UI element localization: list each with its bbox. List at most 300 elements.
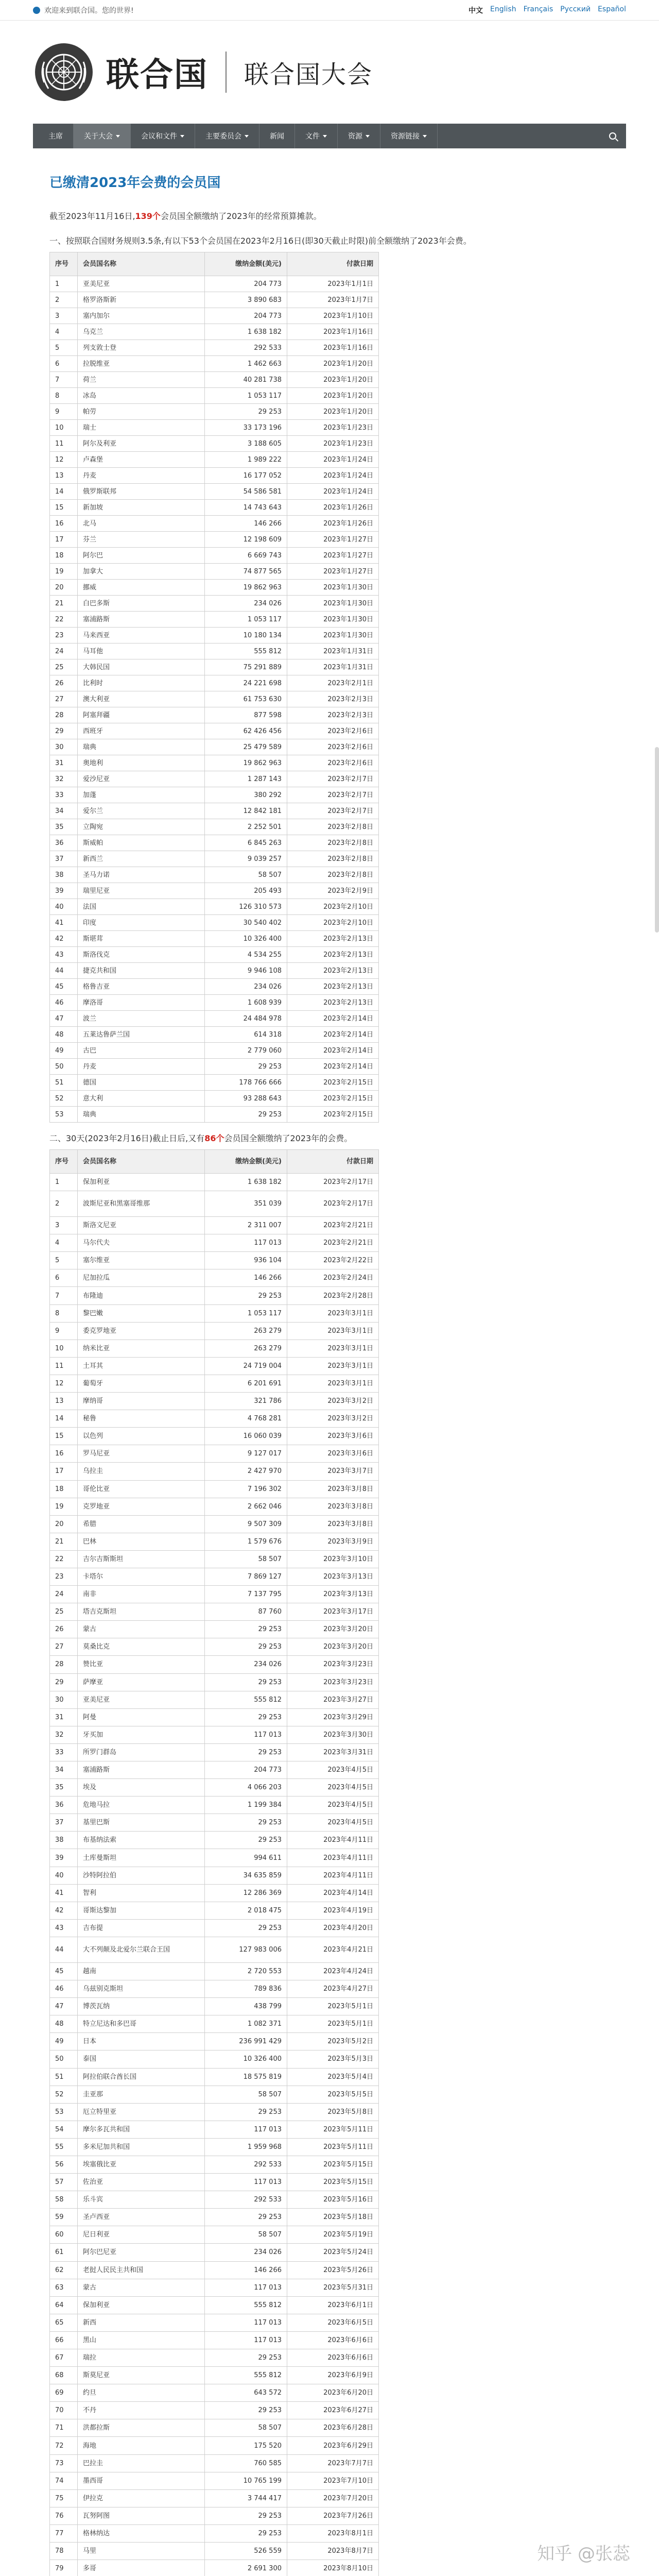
nav-meetings[interactable] [131,124,195,148]
table-row [50,787,379,803]
payment-date: 2023年2月13日 [287,931,379,947]
amount-paid: 2 311 007 [205,1217,287,1234]
row-number: 17 [50,532,78,548]
col-date: 付款日期 [287,1150,379,1174]
table-row [50,580,379,596]
payment-date: 2023年1月31日 [287,643,379,659]
payment-date: 2023年3月7日 [287,1463,379,1480]
amount-paid: 58 507 [205,2226,287,2244]
un-emblem-icon[interactable] [33,41,95,103]
member-state: 厄立特里亚 [78,2103,205,2121]
member-state: 比利时 [78,675,205,691]
lang-fr[interactable]: Français [523,5,553,13]
member-state: 黑山 [78,2331,205,2349]
member-state: 日本 [78,2033,205,2050]
row-number: 64 [50,2296,78,2314]
payment-date: 2023年7月26日 [287,2507,379,2524]
payment-date: 2023年1月23日 [287,436,379,452]
row-number: 30 [50,739,78,755]
row-number: 44 [50,963,78,979]
intro-count: 139个 [135,211,161,221]
member-state: 捷克共和国 [78,963,205,979]
row-number: 49 [50,2033,78,2050]
amount-paid: 643 572 [205,2384,287,2402]
member-state: 阿塞拜疆 [78,707,205,723]
amount-paid: 19 862 963 [205,755,287,771]
amount-paid: 234 026 [205,1656,287,1673]
table-row [50,1410,379,1428]
amount-paid: 14 743 643 [205,500,287,516]
payment-date: 2023年4月11日 [287,1849,379,1867]
payment-date: 2023年2月13日 [287,947,379,963]
amount-paid: 62 426 456 [205,723,287,739]
table-row [50,1937,379,1962]
lang-ru[interactable]: Русский [560,5,591,13]
amount-paid: 3 744 417 [205,2489,287,2507]
member-state: 布基纳法索 [78,1832,205,1849]
table-row [50,532,379,548]
member-state: 委克罗地亚 [78,1322,205,1340]
table-row [50,691,379,707]
payment-date: 2023年2月9日 [287,883,379,899]
payment-date: 2023年1月24日 [287,452,379,468]
nav-resource-links[interactable] [380,124,438,148]
member-state: 塞浦路斯 [78,1761,205,1779]
row-number: 55 [50,2138,78,2156]
payment-date: 2023年2月15日 [287,1091,379,1107]
member-state: 以色列 [78,1428,205,1445]
payment-date: 2023年3月1日 [287,1375,379,1392]
amount-paid: 4 066 203 [205,1779,287,1797]
payment-date: 2023年7月7日 [287,2454,379,2472]
lang-en[interactable]: English [490,5,516,13]
member-state: 新加坡 [78,500,205,516]
payment-date: 2023年3月9日 [287,1533,379,1550]
row-number: 6 [50,356,78,372]
payment-date: 2023年6月5日 [287,2314,379,2331]
payment-date: 2023年3月8日 [287,1498,379,1515]
lang-es[interactable]: Español [598,5,626,13]
member-state: 拉脱维亚 [78,356,205,372]
row-number: 12 [50,452,78,468]
amount-paid: 2 779 060 [205,1043,287,1059]
payment-date: 2023年5月16日 [287,2191,379,2209]
amount-paid: 1 053 117 [205,388,287,404]
payment-date: 2023年1月27日 [287,564,379,580]
table-row [50,1603,379,1621]
amount-paid: 204 773 [205,276,287,292]
row-number: 6 [50,1269,78,1287]
nav-label: 资源 [348,132,362,141]
member-state: 斯莫尼亚 [78,2367,205,2384]
payment-date: 2023年1月24日 [287,484,379,500]
amount-paid: 236 991 429 [205,2033,287,2050]
member-state: 阿拉伯联合酋长国 [78,2068,205,2086]
amount-paid: 204 773 [205,1761,287,1779]
amount-paid: 29 253 [205,2349,287,2367]
payment-date: 2023年1月20日 [287,372,379,388]
table-row [50,1779,379,1797]
col-date: 付款日期 [287,252,379,276]
row-number: 61 [50,2244,78,2261]
member-state: 所罗门群岛 [78,1743,205,1761]
payment-date: 2023年5月26日 [287,2261,379,2279]
row-number: 24 [50,643,78,659]
member-state: 帕劳 [78,404,205,420]
member-state: 立陶宛 [78,819,205,835]
amount-paid: 1 638 182 [205,324,287,340]
table-row [50,723,379,739]
table-row [50,1011,379,1027]
payment-date: 2023年8月7日 [287,2543,379,2560]
row-number: 51 [50,1075,78,1091]
member-state: 加蓬 [78,787,205,803]
row-number: 21 [50,1533,78,1550]
amount-paid: 9 946 108 [205,963,287,979]
payment-date: 2023年4月5日 [287,1797,379,1814]
section1-text: 一、按照联合国财务规则3.5条,有以下53个会员国在2023年2月16日(即30天截止时限)前全额缴纳了2023年会费。 [49,236,472,246]
table-row [50,612,379,628]
un-home-icon[interactable] [33,7,40,14]
member-state: 波兰 [78,1011,205,1027]
member-state: 越南 [78,1962,205,1980]
main-nav [33,124,626,148]
brand-title[interactable]: 联合国 [106,56,208,94]
payment-date: 2023年5月24日 [287,2244,379,2261]
member-state: 瑞典 [78,1107,205,1123]
row-number: 38 [50,1832,78,1849]
row-number: 36 [50,1797,78,1814]
watermark-text: 知乎 @张蕊 [537,2544,630,2564]
member-state: 新西兰 [78,851,205,867]
table-row [50,2437,379,2454]
member-state: 冰岛 [78,388,205,404]
amount-paid: 1 082 371 [205,2015,287,2033]
payment-date: 2023年2月13日 [287,979,379,995]
table-row [50,436,379,452]
payment-date: 2023年3月13日 [287,1586,379,1603]
row-number: 78 [50,2543,78,2560]
row-number: 34 [50,803,78,819]
payment-date: 2023年3月31日 [287,1743,379,1761]
row-number: 22 [50,1550,78,1568]
amount-paid: 61 753 630 [205,691,287,707]
payment-date: 2023年4月19日 [287,1902,379,1919]
member-state: 瑞典 [78,739,205,755]
sub-brand-title[interactable]: 联合国大会 [244,60,373,89]
table-row [50,308,379,324]
amount-paid: 18 575 819 [205,2068,287,2086]
payment-date: 2023年3月23日 [287,1656,379,1673]
amount-paid: 1 053 117 [205,1304,287,1322]
amount-paid: 74 877 565 [205,564,287,580]
amount-paid: 12 286 369 [205,1884,287,1902]
member-state: 阿尔及利亚 [78,436,205,452]
row-number: 53 [50,2103,78,2121]
row-number: 39 [50,883,78,899]
row-number: 33 [50,1743,78,1761]
table-row [50,2524,379,2542]
top-bar [0,0,659,21]
payment-date: 2023年3月17日 [287,1603,379,1621]
payment-date: 2023年3月10日 [287,1550,379,1568]
payment-date: 2023年5月5日 [287,2086,379,2103]
row-number: 32 [50,771,78,787]
table-row [50,2543,379,2560]
table-row [50,1340,379,1357]
member-state: 白巴多斯 [78,596,205,612]
row-number: 10 [50,1340,78,1357]
row-number: 58 [50,2191,78,2209]
table-row [50,1091,379,1107]
amount-paid: 117 013 [205,1726,287,1743]
member-state: 乌拉圭 [78,1463,205,1480]
table-row [50,2384,379,2402]
row-number: 42 [50,1902,78,1919]
row-number: 43 [50,947,78,963]
row-number: 16 [50,1445,78,1463]
member-state: 巴拉圭 [78,2454,205,2472]
amount-paid: 2 691 300 [205,2560,287,2576]
amount-paid: 75 291 889 [205,659,287,675]
amount-paid: 7 196 302 [205,1480,287,1498]
amount-paid: 4 768 281 [205,1410,287,1428]
amount-paid: 10 326 400 [205,931,287,947]
amount-paid: 351 039 [205,1191,287,1217]
row-number: 19 [50,564,78,580]
member-state: 布隆迪 [78,1287,205,1304]
nav-president[interactable] [38,124,74,148]
table-row [50,1075,379,1091]
table-row [50,707,379,723]
table-row [50,484,379,500]
row-number: 12 [50,1375,78,1392]
row-number: 46 [50,1980,78,1998]
amount-paid: 1 462 663 [205,356,287,372]
row-number: 52 [50,2086,78,2103]
row-number: 72 [50,2437,78,2454]
payment-date: 2023年6月28日 [287,2419,379,2437]
amount-paid: 10 765 199 [205,2472,287,2489]
table-row [50,1107,379,1123]
nav-committees[interactable] [195,124,259,148]
member-state: 大韩民国 [78,659,205,675]
payment-date: 2023年2月24日 [287,1269,379,1287]
table-row [50,675,379,691]
amount-paid: 526 559 [205,2543,287,2560]
search-button[interactable] [604,124,621,148]
nav-about[interactable] [74,124,131,148]
row-number: 14 [50,1410,78,1428]
amount-paid: 292 533 [205,2191,287,2209]
payment-date: 2023年1月20日 [287,356,379,372]
table-row [50,1252,379,1269]
amount-paid: 205 493 [205,883,287,899]
payment-date: 2023年6月6日 [287,2331,379,2349]
table-row [50,1269,379,1287]
row-number: 41 [50,915,78,931]
row-number: 48 [50,1027,78,1043]
table-row [50,2015,379,2033]
payment-date: 2023年6月27日 [287,2402,379,2419]
page-scrollbar[interactable] [655,747,659,933]
row-number: 13 [50,1393,78,1410]
member-state: 秘鲁 [78,1410,205,1428]
member-state: 爱沙尼亚 [78,771,205,787]
member-state: 保加利亚 [78,1174,205,1191]
row-number: 2 [50,1191,78,1217]
member-state: 马耳他 [78,643,205,659]
lang-zh[interactable]: 中文 [469,6,483,15]
payment-date: 2023年1月30日 [287,612,379,628]
payment-date: 2023年5月8日 [287,2103,379,2121]
member-state: 保加利亚 [78,2296,205,2314]
amount-paid: 6 669 743 [205,548,287,564]
table-row [50,915,379,931]
amount-paid: 877 598 [205,707,287,723]
row-number: 42 [50,931,78,947]
row-number: 50 [50,2050,78,2068]
member-state: 葡萄牙 [78,1375,205,1392]
amount-paid: 1 053 117 [205,612,287,628]
amount-paid: 3 890 683 [205,292,287,308]
amount-paid: 34 635 859 [205,1867,287,1884]
row-number: 9 [50,404,78,420]
payment-date: 2023年3月20日 [287,1638,379,1656]
table-row [50,1428,379,1445]
member-state: 斯洛伐克 [78,947,205,963]
member-state: 意大利 [78,1091,205,1107]
payment-date: 2023年1月1日 [287,276,379,292]
amount-paid: 29 253 [205,1743,287,1761]
payment-date: 2023年1月24日 [287,468,379,484]
amount-paid: 2 018 475 [205,1902,287,1919]
member-state: 海地 [78,2437,205,2454]
table-row [50,2349,379,2367]
payment-date: 2023年1月26日 [287,516,379,532]
amount-paid: 126 310 573 [205,899,287,915]
payment-date: 2023年2月14日 [287,1059,379,1075]
nav-label: 主席 [48,132,63,141]
table-row [50,2050,379,2068]
language-switcher [469,5,626,15]
col-no: 序号 [50,252,78,276]
amount-paid: 33 173 196 [205,420,287,436]
amount-paid: 93 288 643 [205,1091,287,1107]
payment-date: 2023年6月20日 [287,2384,379,2402]
amount-paid: 555 812 [205,643,287,659]
table-row [50,979,379,995]
row-number: 29 [50,723,78,739]
member-state: 亚美尼亚 [78,1691,205,1708]
row-number: 45 [50,979,78,995]
table-row [50,2033,379,2050]
row-number: 37 [50,1814,78,1832]
nav-documents[interactable] [295,124,338,148]
row-number: 76 [50,2507,78,2524]
payment-date: 2023年3月8日 [287,1480,379,1498]
member-state: 南非 [78,1586,205,1603]
member-state: 赞比亚 [78,1656,205,1673]
payment-date: 2023年2月21日 [287,1234,379,1252]
table-row [50,819,379,835]
row-number: 27 [50,691,78,707]
table-row [50,1797,379,1814]
table-header-row [50,1150,379,1174]
table-row [50,2507,379,2524]
member-state: 瑞士 [78,420,205,436]
row-number: 23 [50,628,78,643]
row-number: 59 [50,2209,78,2226]
member-state: 摩洛哥 [78,995,205,1011]
member-state: 巴林 [78,1533,205,1550]
table-row [50,2419,379,2437]
nav-news[interactable] [259,124,295,148]
payment-date: 2023年2月21日 [287,1217,379,1234]
payment-date: 2023年5月15日 [287,2174,379,2191]
intro-suffix: 会员国全额缴纳了2023年的经常预算摊款。 [160,211,322,221]
amount-paid: 1 579 676 [205,1533,287,1550]
row-number: 18 [50,548,78,564]
table-row [50,2226,379,2244]
member-state: 土库曼斯坦 [78,1849,205,1867]
member-state: 哥伦比亚 [78,1480,205,1498]
row-number: 39 [50,1849,78,1867]
member-state: 丹麦 [78,468,205,484]
member-state: 老挝人民民主共和国 [78,2261,205,2279]
payment-date: 2023年2月17日 [287,1191,379,1217]
amount-paid: 760 585 [205,2454,287,2472]
table-row [50,1691,379,1708]
section2-suffix: 会员国全额缴纳了2023年的会费。 [224,1133,353,1143]
table-row [50,2279,379,2296]
payment-date: 2023年4月11日 [287,1832,379,1849]
amount-paid: 2 662 046 [205,1498,287,1515]
table-row [50,963,379,979]
table-row [50,1832,379,1849]
table-row [50,388,379,404]
table-row [50,1761,379,1779]
amount-paid: 3 188 605 [205,436,287,452]
brand-divider [226,52,227,93]
table-row [50,931,379,947]
member-state: 蒙古 [78,1621,205,1638]
member-state: 希腊 [78,1515,205,1533]
row-number: 33 [50,787,78,803]
intro-paragraph [49,209,610,224]
table-row [50,1673,379,1691]
welcome-area [33,5,139,15]
member-state: 摩尔多瓦共和国 [78,2121,205,2138]
payment-date: 2023年8月1日 [287,2524,379,2542]
member-state: 洪都拉斯 [78,2419,205,2437]
amount-paid: 117 013 [205,1234,287,1252]
member-state: 蒙古 [78,2279,205,2296]
amount-paid: 1 638 182 [205,1174,287,1191]
member-state: 泰国 [78,2050,205,2068]
member-state: 阿尔巴 [78,548,205,564]
col-state: 会员国名称 [78,252,205,276]
table-row [50,2472,379,2489]
amount-paid: 127 983 006 [205,1937,287,1962]
amount-paid: 29 253 [205,1287,287,1304]
nav-resources[interactable] [338,124,380,148]
amount-paid: 58 507 [205,2086,287,2103]
payment-date: 2023年3月27日 [287,1691,379,1708]
table-row [50,1043,379,1059]
row-number: 74 [50,2472,78,2489]
table-row [50,755,379,771]
